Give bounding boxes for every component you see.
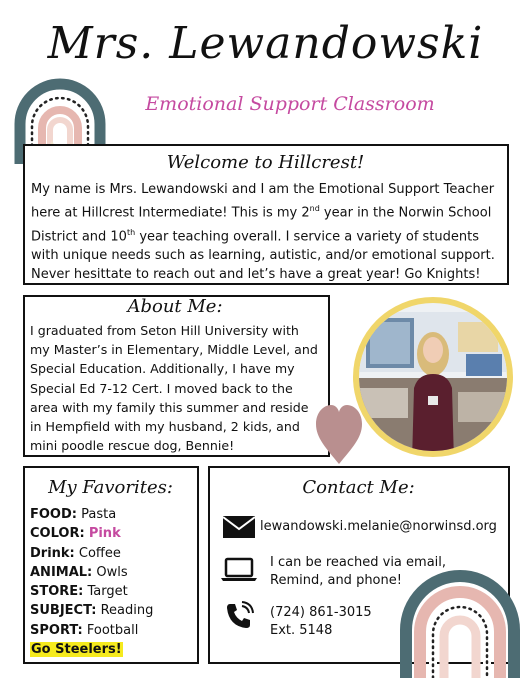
- about-line: in Hempfield with my husband, 2 kids, and: [30, 419, 300, 435]
- phone-number[interactable]: (724) 861-3015: [270, 605, 372, 620]
- about-text: [30, 321, 326, 455]
- about-line: I graduated from Seton Hill University with: [30, 323, 299, 338]
- page-title: Mrs. Lewandowski: [47, 18, 484, 69]
- about-title: About Me:: [127, 296, 223, 317]
- favorite-item: ANIMAL: Owls: [30, 564, 128, 580]
- about-line: Special Education. Additionally, I have my: [30, 361, 295, 377]
- about-line: my Master’s in Elementary, Middle Level, and: [30, 342, 318, 358]
- favorite-highlight: Go Steelers!: [31, 642, 122, 658]
- favorites-title: My Favorites:: [48, 477, 173, 498]
- favorites-list: [30, 505, 153, 659]
- about-line: area with my family this summer and reside: [30, 399, 309, 415]
- welcome-title: Welcome to Hillcrest!: [166, 152, 365, 173]
- favorite-item: STORE: Target: [30, 584, 128, 600]
- favorites-box: [23, 466, 199, 664]
- about-line: Special Ed 7-12 Cert. I moved back to the: [30, 380, 293, 396]
- favorite-item: SUBJECT: Reading: [30, 603, 154, 619]
- phone-icon: [224, 601, 254, 631]
- welcome-line: with unique needs such as learning, autistic, and/or emotional support.: [31, 248, 495, 264]
- favorite-item: COLOR: Pink: [30, 526, 121, 542]
- welcome-line: Never hesittate to reach out and let’s have a great year! Go Knights!: [31, 267, 481, 283]
- contact-reach-text: I can be reached via email, Remind, and phone!: [270, 555, 447, 588]
- favorite-item: SPORT: Football: [30, 622, 139, 638]
- favorite-item: Drink: Coffee: [30, 545, 121, 561]
- welcome-line: District and 10th year teaching overall. I service a variety of students: [31, 227, 480, 245]
- teacher-photo: [348, 292, 518, 462]
- laptop-icon: [220, 557, 258, 583]
- rainbow-decoration: [396, 566, 524, 678]
- contact-email[interactable]: lewandowski.melanie@norwinsd.org: [260, 519, 497, 534]
- envelope-icon: [222, 515, 256, 539]
- welcome-line: here at Hillcrest Intermediate! This is my 2nd year in the Norwin School: [31, 204, 492, 221]
- welcome-line: My name is Mrs. Lewandowski and I am the Emotional Support Teacher: [31, 182, 495, 197]
- favorite-item: FOOD: Pasta: [30, 507, 117, 522]
- contact-phone: [270, 604, 372, 640]
- about-line: mini poodle rescue dog, Bennie!: [30, 438, 235, 454]
- heart-icon: [314, 402, 364, 466]
- about-box: [23, 295, 330, 457]
- page-subtitle: Emotional Support Classroom: [145, 93, 435, 115]
- welcome-text: [31, 180, 505, 285]
- welcome-box: [23, 144, 509, 285]
- contact-title: Contact Me:: [302, 477, 415, 498]
- phone-extension: Ext. 5148: [270, 623, 333, 638]
